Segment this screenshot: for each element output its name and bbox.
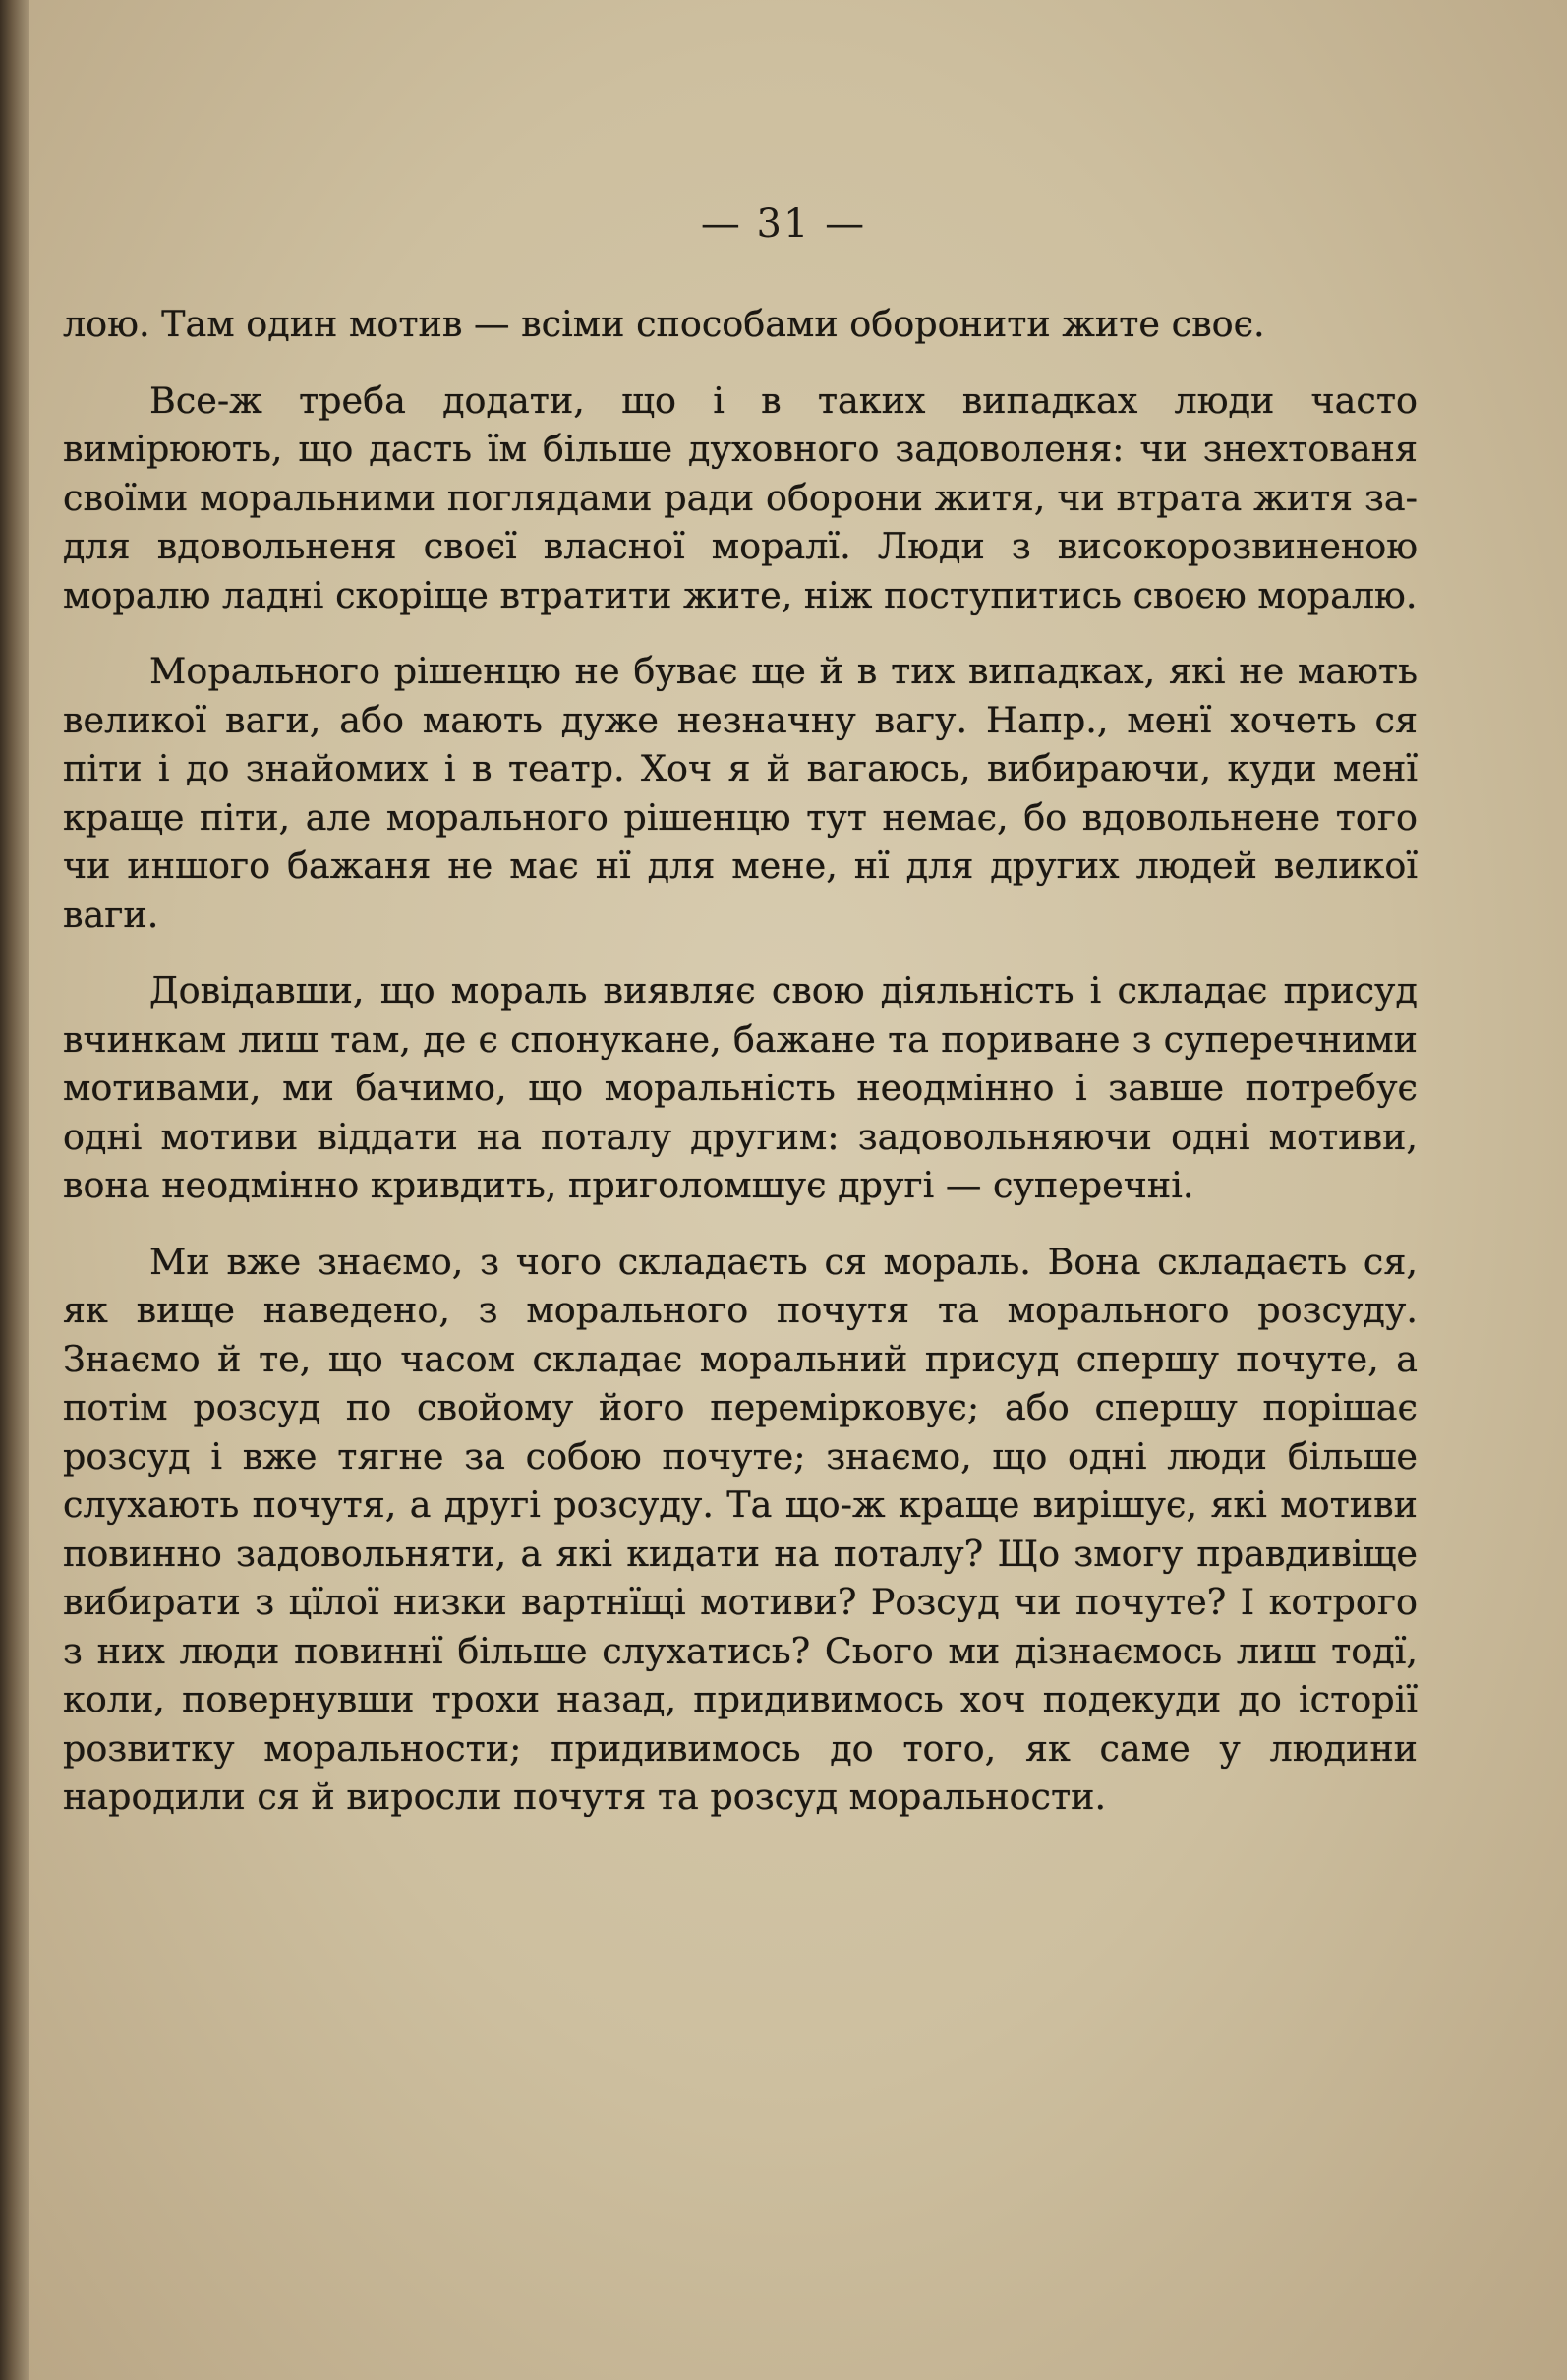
body-text [63,300,1418,1849]
book-spine-shadow [0,0,29,2380]
page-number: — 31 — [700,202,867,247]
paragraph: Все-ж треба додати, що і в таких випадках люди часто вимірюють, що дасть їм більше духовного задоволеня: чи знехтованя своїми моральними поглядами ради оборони житя, чи втрата житя за-для вдовольненя своєї власної моралї. Люди з високорозвиненою моралю ладні скоріще втратити жите, ніж поступитись своєю моралю. [63,378,1418,616]
paragraph: Довідавши, що мораль виявляє свою діяльність і складає присуд вчинкам лиш там, де є спонукане, бажане та пориване з суперечними мотивами, ми бачимо, що моральність неодмінно і завше потребує одні мотиви віддати на поталу другим: задовольняючи одні мотиви, вона неодмінно кривдить, приголомшує другі — суперечні. [63,969,1418,1206]
paragraph: Ми вже знаємо, з чого складаєть ся мораль. Вона складаєть ся, як вище наведено, з морального почутя та морального розсуду. Знаємо й те, що часом складає моральний присуд спершу почуте, а потім розсуд по свойому його перемірковує; або спершу порішає розсуд і вже тягне за собою почуте; знаємо, що одні люди більше слухають почутя, а другі розсуду. Та що-ж краще вирішує, які мотиви повинно задовольняти, а які кидати на поталу? Що змогу правдивіще вибирати з цїлої низки вартнїщі мотиви? Розсуд чи почуте? І котрого з них люди повиннї більше слухатись? Сього ми дізнаємось лиш тодї, коли, повернувши трохи назад, придивимось хоч подекуди до історії розвитку моральности; придивимось до того, як саме у людини народили ся й виросли почутя та розсуд моральности. [63,1240,1418,1818]
paragraph-continuation: лою. Там один мотив — всіми способами оборонити жите своє. [63,303,1265,345]
paragraph: Морального рішенцю не буває ще й в тих випадках, які не мають великої ваги, або мають дуже незначну вагу. Напр., менї хочеть ся піти і до знайомих і в театр. Хоч я й вагаюсь, вибираючи, куди менї краще піти, але морального рішенцю тут немає, бо вдовольнене того чи иншого бажаня не має нї для мене, нї для других людей великої ваги. [63,650,1418,936]
